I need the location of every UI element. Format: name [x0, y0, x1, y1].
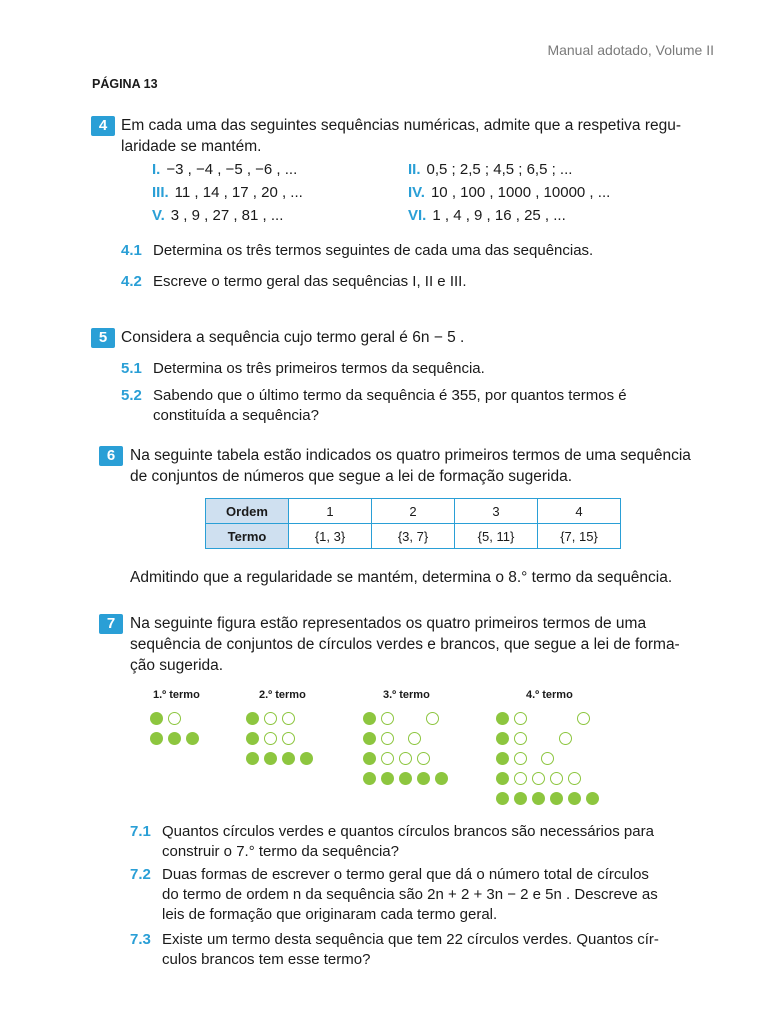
- question-6-after: Admitindo que a regularidade se mantém, determina o 8.° termo da sequência.: [130, 569, 673, 586]
- manual-reference: Manual adotado, Volume II: [547, 42, 714, 58]
- sub-text: Existe um termo desta sequência que tem 22 círculos verdes. Quantos cír-: [162, 931, 659, 948]
- green-circle: [568, 792, 581, 805]
- seq-value: 11 , 14 , 17 , 20 , ...: [174, 184, 303, 201]
- white-circle: [514, 712, 527, 725]
- green-circle: [496, 712, 509, 725]
- white-circle: [408, 732, 421, 745]
- sub-text: Quantos círculos verdes e quantos círculos brancos são necessários para: [162, 823, 654, 840]
- green-circle: [363, 712, 376, 725]
- white-circle: [568, 772, 581, 785]
- term-label-4: 4.º termo: [526, 689, 573, 701]
- q4-line1: Em cada uma das seguintes sequências numéricas, admite que a respetiva regu-: [121, 117, 682, 134]
- sub-text-line2: construir o 7.° termo da sequência?: [162, 843, 399, 860]
- seq-label: VI.: [408, 207, 427, 224]
- seq-value: 3 , 9 , 27 , 81 , ...: [170, 207, 284, 224]
- green-circle: [496, 752, 509, 765]
- white-circle: [381, 712, 394, 725]
- sub-number: 4.1: [121, 242, 142, 259]
- table-cell: 4: [538, 499, 621, 524]
- white-circle: [399, 752, 412, 765]
- table-head-termo: Termo: [206, 524, 289, 549]
- question-5-1: [121, 359, 485, 379]
- sub-text-line2: constituída a sequência?: [153, 407, 319, 424]
- sub-text: Sabendo que o último termo da sequência é 355, por quantos termos é: [153, 387, 627, 404]
- sub-number: 4.2: [121, 273, 142, 290]
- seq-value: 10 , 100 , 1000 , 10000 , ...: [430, 184, 611, 201]
- green-circle: [514, 792, 527, 805]
- term-label-2: 2.º termo: [259, 689, 306, 701]
- sequence-III: [152, 184, 303, 201]
- sub-number: 5.1: [121, 360, 142, 377]
- table-cell: {1, 3}: [289, 524, 372, 549]
- white-circle: [264, 712, 277, 725]
- question-5-text: Considera a sequência cujo termo geral é 6n − 5 .: [121, 329, 465, 346]
- green-circle: [168, 732, 181, 745]
- table-row: [206, 499, 621, 524]
- seq-value: −3 , −4 , −5 , −6 , ...: [166, 161, 298, 178]
- white-circle: [282, 712, 295, 725]
- green-circle: [150, 732, 163, 745]
- white-circle: [514, 752, 527, 765]
- seq-label: V.: [152, 207, 165, 224]
- sub-number: 5.2: [121, 387, 142, 404]
- green-circle: [246, 732, 259, 745]
- green-circle: [381, 772, 394, 785]
- green-circle: [150, 712, 163, 725]
- white-circle: [541, 752, 554, 765]
- green-circle: [186, 732, 199, 745]
- sub-number: 7.2: [130, 866, 151, 883]
- question-7-1: [130, 822, 654, 862]
- q4-line2: laridade se mantém.: [121, 138, 262, 155]
- sub-text-line2: culos brancos tem esse termo?: [162, 951, 371, 968]
- question-7-2: [130, 865, 658, 925]
- green-circle: [496, 772, 509, 785]
- white-circle: [381, 752, 394, 765]
- seq-label: I.: [152, 161, 161, 178]
- sequence-IV: [408, 184, 610, 201]
- white-circle: [514, 732, 527, 745]
- table-cell: {3, 7}: [372, 524, 455, 549]
- white-circle: [264, 732, 277, 745]
- sequence-V: [152, 207, 283, 224]
- green-circle: [264, 752, 277, 765]
- question-7-text: [130, 613, 680, 676]
- seq-label: III.: [152, 184, 169, 201]
- green-circle: [496, 792, 509, 805]
- seq-label: IV.: [408, 184, 425, 201]
- table-cell: 1: [289, 499, 372, 524]
- green-circle: [532, 792, 545, 805]
- term-label-3: 3.º termo: [383, 689, 430, 701]
- sequence-II: [408, 161, 572, 178]
- sub-text: Determina os três termos seguintes de cada uma das sequências.: [153, 242, 594, 259]
- white-circle: [559, 732, 572, 745]
- sub-text: Duas formas de escrever o termo geral que dá o número total de círculos: [162, 866, 649, 883]
- green-circle: [435, 772, 448, 785]
- sequence-table: [205, 498, 621, 549]
- sub-text: Determina os três primeiros termos da sequência.: [153, 360, 485, 377]
- green-circle: [363, 732, 376, 745]
- question-6-text: [130, 445, 691, 487]
- green-circle: [550, 792, 563, 805]
- white-circle: [550, 772, 563, 785]
- green-circle: [282, 752, 295, 765]
- table-row: [206, 524, 621, 549]
- sub-text: Escreve o termo geral das sequências I, II e III.: [153, 273, 467, 290]
- green-circle: [496, 732, 509, 745]
- green-circle: [586, 792, 599, 805]
- seq-value: 0,5 ; 2,5 ; 4,5 ; 6,5 ; ...: [426, 161, 573, 178]
- sub-text-line2: do termo de ordem n da sequência são 2n + 2 + 3n − 2 e 5n . Descreve as: [162, 886, 658, 903]
- green-circle: [246, 712, 259, 725]
- white-circle: [282, 732, 295, 745]
- white-circle: [532, 772, 545, 785]
- sequence-VI: [408, 207, 566, 224]
- green-circle: [300, 752, 313, 765]
- table-cell: {5, 11}: [455, 524, 538, 549]
- page-label: PÁGINA 13: [92, 77, 158, 91]
- table-cell: 3: [455, 499, 538, 524]
- white-circle: [514, 772, 527, 785]
- question-7-3: [130, 930, 659, 970]
- question-7-badge: 7: [99, 614, 123, 634]
- table-head-ordem: Ordem: [206, 499, 289, 524]
- table-cell: 2: [372, 499, 455, 524]
- sub-number: 7.1: [130, 823, 151, 840]
- q6-line2: de conjuntos de números que segue a lei de formação sugerida.: [130, 468, 573, 485]
- white-circle: [426, 712, 439, 725]
- term-label-1: 1.º termo: [153, 689, 200, 701]
- green-circle: [246, 752, 259, 765]
- green-circle: [363, 752, 376, 765]
- white-circle: [577, 712, 590, 725]
- white-circle: [381, 732, 394, 745]
- question-4-badge: 4: [91, 116, 115, 136]
- question-4-1: [121, 241, 593, 261]
- sub-text-line3: leis de formação que originaram cada termo geral.: [162, 906, 498, 923]
- question-4-2: [121, 272, 466, 292]
- green-circle: [417, 772, 430, 785]
- question-5-badge: 5: [91, 328, 115, 348]
- question-4-text: [121, 115, 681, 157]
- green-circle: [363, 772, 376, 785]
- seq-label: II.: [408, 161, 421, 178]
- q6-line1: Na seguinte tabela estão indicados os quatro primeiros termos de uma sequência: [130, 447, 691, 464]
- sequence-I: [152, 161, 297, 178]
- table-cell: {7, 15}: [538, 524, 621, 549]
- q7-line2: sequência de conjuntos de círculos verdes e brancos, que segue a lei de forma-: [130, 636, 680, 653]
- question-6-badge: 6: [99, 446, 123, 466]
- green-circle: [399, 772, 412, 785]
- sub-number: 7.3: [130, 931, 151, 948]
- q7-line1: Na seguinte figura estão representados os quatro primeiros termos de uma: [130, 615, 647, 632]
- white-circle: [417, 752, 430, 765]
- q7-line3: ção sugerida.: [130, 657, 224, 674]
- question-5-2: [121, 386, 627, 426]
- white-circle: [168, 712, 181, 725]
- seq-value: 1 , 4 , 9 , 16 , 25 , ...: [432, 207, 566, 224]
